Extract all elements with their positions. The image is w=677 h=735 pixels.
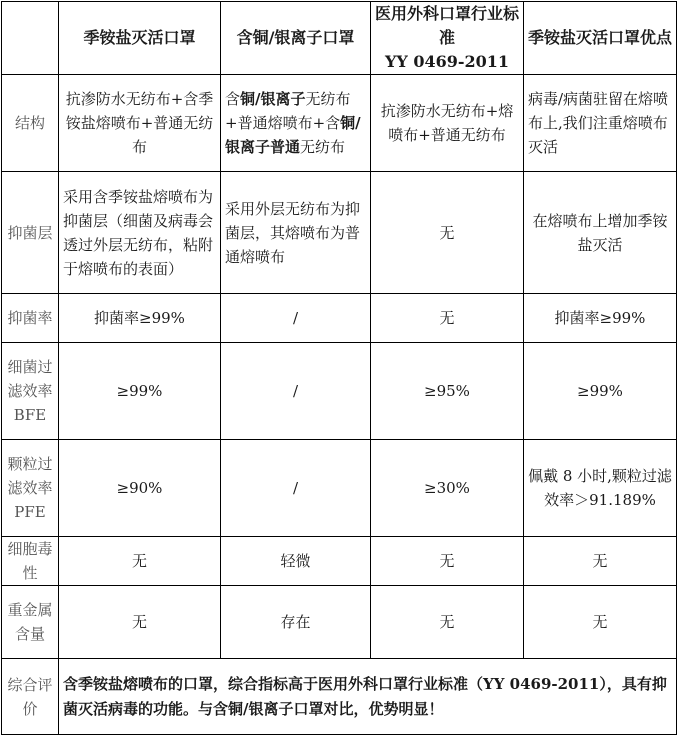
header-copper-silver-mask: 含铜/银离子口罩 — [221, 2, 371, 75]
cell-bfe-advantage: ≥99% — [524, 343, 677, 440]
cell-bfe-standard: ≥95% — [371, 343, 524, 440]
row-heavy-metal — [2, 586, 677, 659]
cell-structure-copper: 含铜/银离子无纺布+普通熔喷布+含铜/银离子普通无纺布 — [221, 75, 371, 172]
cell-metal-advantage: 无 — [524, 586, 677, 659]
header-advantages: 季铵盐灭活口罩优点 — [524, 2, 677, 75]
comparison-table — [1, 1, 677, 735]
row-label-summary: 综合评价 — [2, 659, 59, 735]
cell-metal-quaternary: 无 — [59, 586, 221, 659]
row-label-pfe: 颗粒过滤效率PFE — [2, 440, 59, 537]
row-label-antibacterial-layer: 抑菌层 — [2, 172, 59, 294]
cell-toxicity-advantage: 无 — [524, 537, 677, 586]
cell-pfe-copper: / — [221, 440, 371, 537]
cell-structure-standard: 抗渗防水无纺布+熔喷布+普通无纺布 — [371, 75, 524, 172]
cell-metal-standard: 无 — [371, 586, 524, 659]
header-quaternary-mask: 季铵盐灭活口罩 — [59, 2, 221, 75]
cell-rate-advantage: 抑菌率≥99% — [524, 294, 677, 343]
cell-toxicity-standard: 无 — [371, 537, 524, 586]
cell-layer-standard: 无 — [371, 172, 524, 294]
cell-toxicity-copper: 轻微 — [221, 537, 371, 586]
cell-rate-copper: / — [221, 294, 371, 343]
cell-rate-quaternary: 抑菌率≥99% — [59, 294, 221, 343]
row-bfe — [2, 343, 677, 440]
cell-pfe-quaternary: ≥90% — [59, 440, 221, 537]
row-label-structure: 结构 — [2, 75, 59, 172]
header-medical-standard-code: YY 0469-2011 — [384, 52, 510, 71]
row-label-bfe: 细菌过滤效率BFE — [2, 343, 59, 440]
row-structure — [2, 75, 677, 172]
summary-text: 含季铵盐熔喷布的口罩，综合指标高于医用外科口罩行业标准（YY 0469-2011），具有抑菌灭活病毒的功能。与含铜/银离子口罩对比，优势明显！ — [59, 659, 677, 735]
row-label-cytotoxicity: 细胞毒性 — [2, 537, 59, 586]
cell-pfe-standard: ≥30% — [371, 440, 524, 537]
cell-structure-quaternary: 抗渗防水无纺布+含季铵盐熔喷布+普通无纺布 — [59, 75, 221, 172]
row-antibacterial-layer — [2, 172, 677, 294]
cell-toxicity-quaternary: 无 — [59, 537, 221, 586]
cell-layer-advantage: 在熔喷布上增加季铵盐灭活 — [524, 172, 677, 294]
header-medical-standard — [371, 2, 524, 75]
cell-layer-quaternary: 采用含季铵盐熔喷布为抑菌层（细菌及病毒会透过外层无纺布，粘附于熔喷布的表面） — [59, 172, 221, 294]
header-row — [2, 2, 677, 75]
header-corner — [2, 2, 59, 75]
row-label-antibacterial-rate: 抑菌率 — [2, 294, 59, 343]
row-summary — [2, 659, 677, 735]
cell-structure-advantage: 病毒/病菌驻留在熔喷布上,我们注重熔喷布灭活 — [524, 75, 677, 172]
cell-pfe-advantage: 佩戴 8 小时,颗粒过滤效率＞91.189% — [524, 440, 677, 537]
cell-rate-standard: 无 — [371, 294, 524, 343]
row-antibacterial-rate — [2, 294, 677, 343]
cell-bfe-quaternary: ≥99% — [59, 343, 221, 440]
row-pfe — [2, 440, 677, 537]
row-label-heavy-metal: 重金属含量 — [2, 586, 59, 659]
cell-bfe-copper: / — [221, 343, 371, 440]
cell-layer-copper: 采用外层无纺布为抑菌层，其熔喷布为普通熔喷布 — [221, 172, 371, 294]
cell-metal-copper: 存在 — [221, 586, 371, 659]
header-medical-standard-title: 医用外科口罩行业标准 — [375, 4, 520, 47]
row-cytotoxicity — [2, 537, 677, 586]
